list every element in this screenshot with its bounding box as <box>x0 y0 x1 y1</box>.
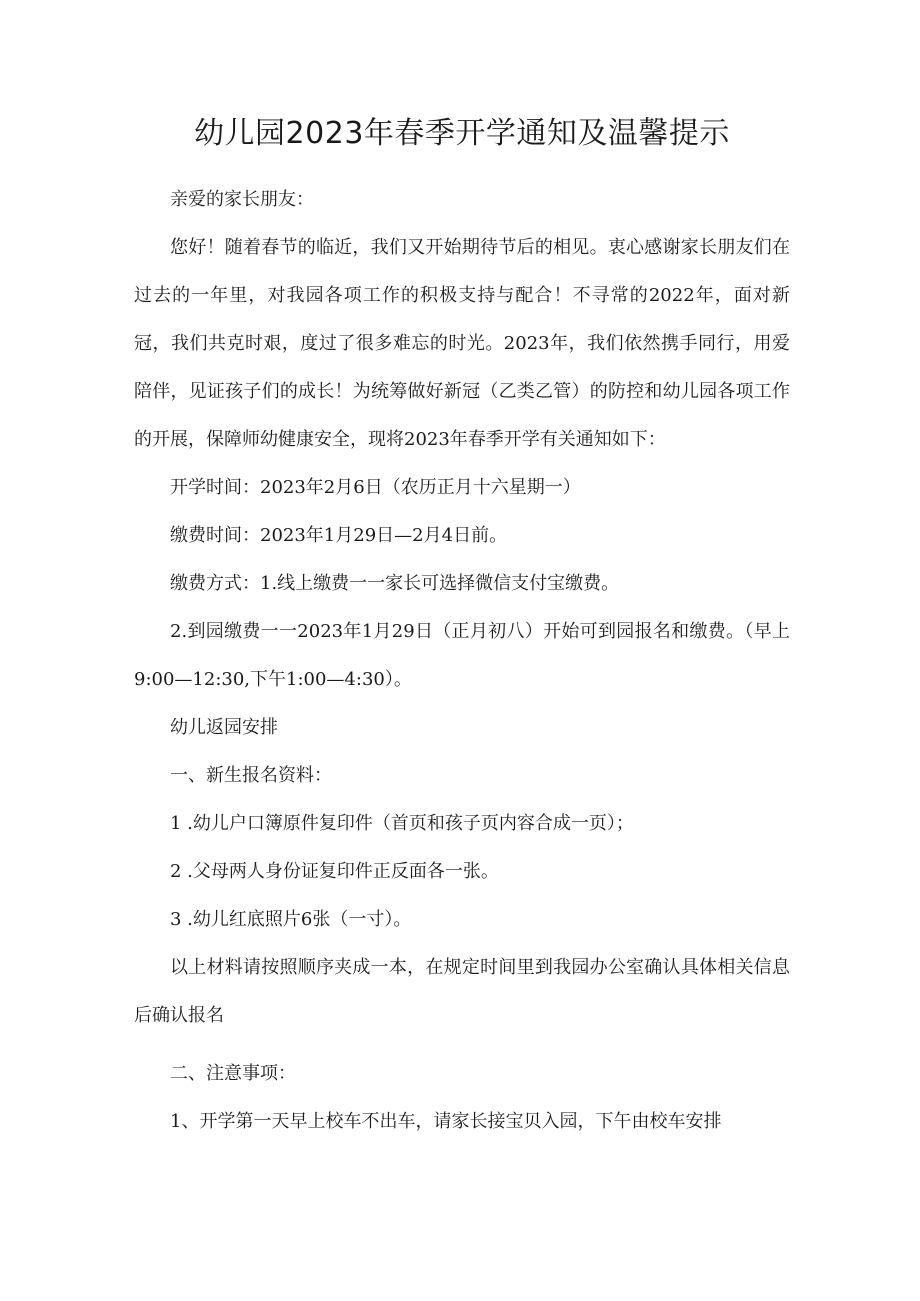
section-heading-new-student-materials: 一、新生报名资料： <box>170 765 332 786</box>
list-item: 1、开学第一天早上校车不出车，请家长接宝贝入园，下午由校车安排 <box>170 1111 722 1132</box>
materials-instruction: 以上材料请按照顺序夹成一本，在规定时间里到我园办公室确认具体相关信息后确认报名 <box>134 957 790 1026</box>
document-title: 幼儿园2023年春季开学通知及温馨提示 <box>194 116 730 151</box>
payment-method-online: 缴费方式：1.线上缴费一一家长可选择微信支付宝缴费。 <box>170 573 620 594</box>
school-start-time: 开学时间：2023年2月6日（农历正月十六星期一） <box>170 477 581 498</box>
payment-time: 缴费时间：2023年1月29日—2月4日前。 <box>170 525 508 546</box>
intro-paragraph: 您好！随着春节的临近，我们又开始期待节后的相见。衷心感谢家长朋友们在过去的一年里，对我园各项工作的积极支持与配合！不寻常的2022年，面对新冠，我们共克时艰，度过了很多难忘的时光。2023年，我们依然携手同行，用爱陪伴，见证孩子们的成长！为统筹做好新冠（乙类乙管）的防控和幼儿园各项工作的开展，保障师幼健康安全，现将2023年春季开学有关通知如下： <box>134 237 790 450</box>
return-arrangement-heading: 幼儿返园安排 <box>170 717 278 738</box>
list-item: 2 .父母两人身份证复印件正反面各一张。 <box>170 861 499 882</box>
greeting: 亲爱的家长朋友： <box>170 189 314 210</box>
payment-method-onsite: 2.到园缴费一一2023年1月29日（正月初八）开始可到园报名和缴费。（早上9:00—12:30,下午1:00—4:30）。 <box>134 621 790 690</box>
list-item: 3 .幼儿红底照片6张（一寸）。 <box>170 909 412 930</box>
section-heading-notes: 二、注意事项： <box>170 1063 296 1084</box>
list-item: 1 .幼儿户口簿原件复印件（首页和孩子页内容合成一页）； <box>170 813 634 834</box>
